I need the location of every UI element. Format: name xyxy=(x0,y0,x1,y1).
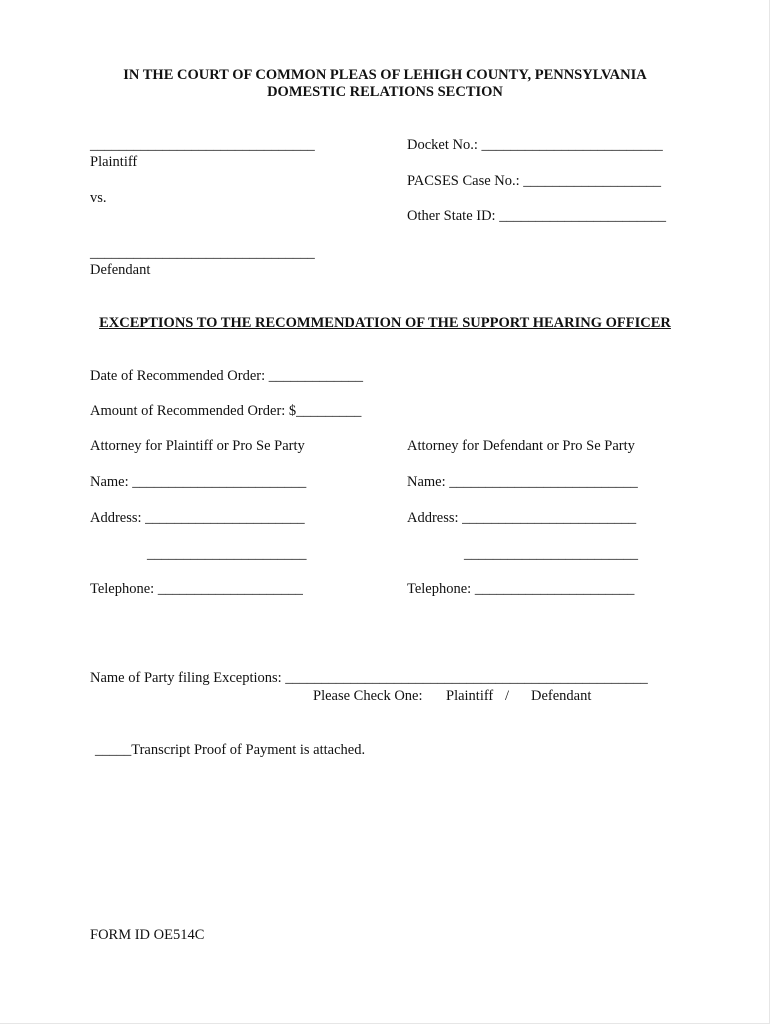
defendant-option[interactable]: Defendant xyxy=(531,688,592,704)
court-heading: IN THE COURT OF COMMON PLEAS OF LEHIGH COUNTY, PENNSYLVANIA xyxy=(123,67,647,83)
plaintiff-attorney-address-line2-field[interactable]: ______________________ xyxy=(147,546,307,562)
plaintiff-attorney-address-field[interactable]: Address: ______________________ xyxy=(90,510,305,526)
plaintiff-attorney-telephone-field[interactable]: Telephone: ____________________ xyxy=(90,581,303,597)
versus-label: vs. xyxy=(90,190,107,206)
transcript-proof-checkbox-line[interactable]: _____Transcript Proof of Payment is attached. xyxy=(95,742,366,758)
docket-number-field[interactable]: Docket No.: _________________________ xyxy=(407,137,663,153)
plaintiff-attorney-name-field[interactable]: Name: ________________________ xyxy=(90,474,307,490)
defendant-attorney-name-field[interactable]: Name: __________________________ xyxy=(407,474,638,490)
option-separator: / xyxy=(505,688,510,704)
plaintiff-attorney-heading: Attorney for Plaintiff or Pro Se Party xyxy=(90,438,305,454)
defendant-attorney-telephone-field[interactable]: Telephone: ______________________ xyxy=(407,581,635,597)
section-heading: DOMESTIC RELATIONS SECTION xyxy=(267,84,503,100)
form-id: FORM ID OE514C xyxy=(90,927,205,943)
defendant-attorney-address-field[interactable]: Address: ________________________ xyxy=(407,510,637,526)
pacses-case-number-field[interactable]: PACSES Case No.: ___________________ xyxy=(407,173,662,189)
plaintiff-label: Plaintiff xyxy=(90,154,138,170)
plaintiff-name-field[interactable]: _______________________________ xyxy=(90,137,315,153)
defendant-label: Defendant xyxy=(90,262,151,278)
filing-party-name-field[interactable]: Name of Party filing Exceptions: __________________________________________________ xyxy=(90,670,648,686)
check-one-prompt: Please Check One: xyxy=(313,688,423,704)
plaintiff-option[interactable]: Plaintiff xyxy=(446,688,494,704)
other-state-id-field[interactable]: Other State ID: _______________________ xyxy=(407,208,666,224)
form-title: EXCEPTIONS TO THE RECOMMENDATION OF THE SUPPORT HEARING OFFICER xyxy=(99,315,671,331)
recommended-order-amount-field[interactable]: Amount of Recommended Order: $_________ xyxy=(90,403,362,419)
recommended-order-date-field[interactable]: Date of Recommended Order: _____________ xyxy=(90,368,364,384)
defendant-attorney-heading: Attorney for Defendant or Pro Se Party xyxy=(407,438,635,454)
defendant-name-field[interactable]: _______________________________ xyxy=(90,245,315,261)
defendant-attorney-address-line2-field[interactable]: ________________________ xyxy=(464,546,638,562)
